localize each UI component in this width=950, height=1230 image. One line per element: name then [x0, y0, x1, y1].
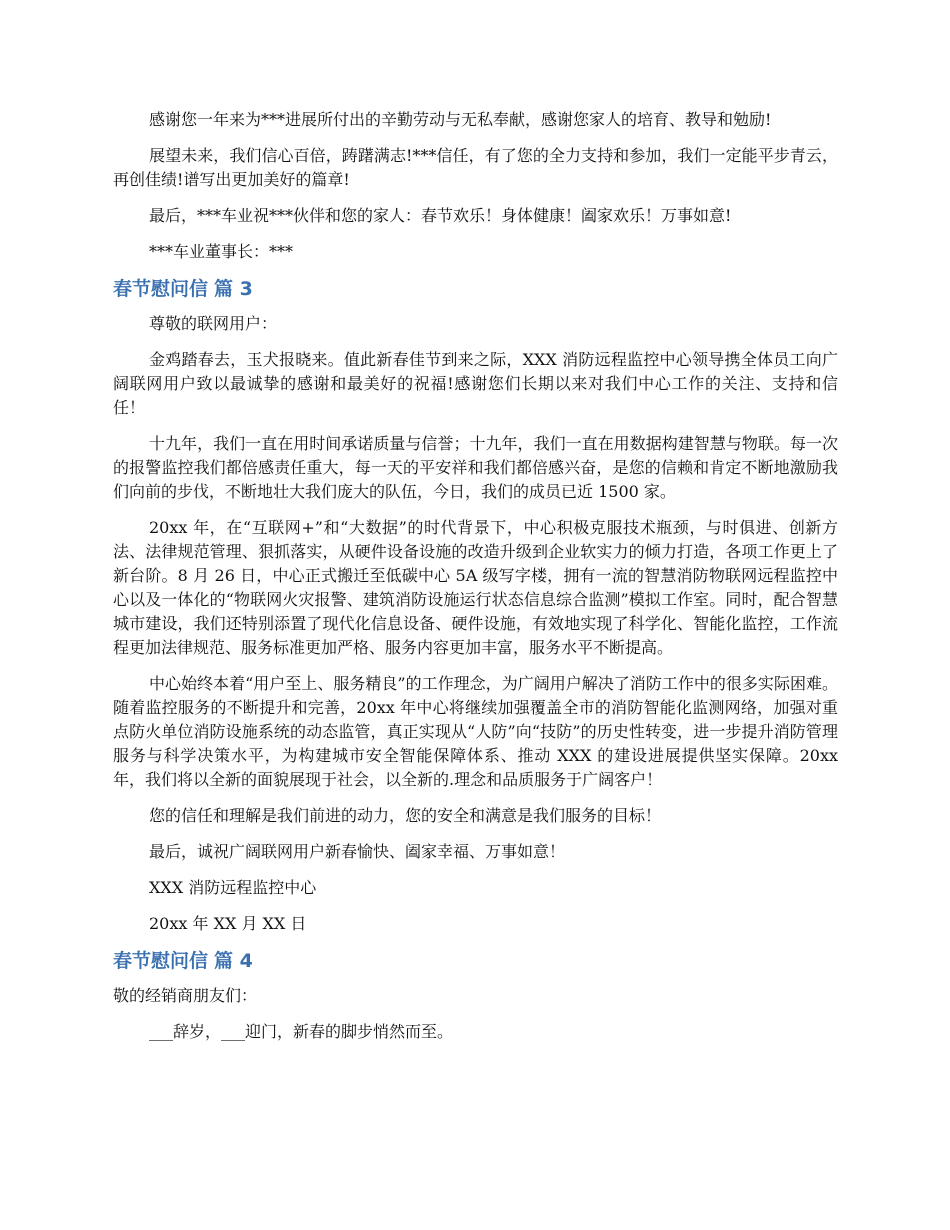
paragraph: 感谢您一年来为***进展所付出的辛勤劳动与无私奉献，感谢您家人的培育、教导和勉励!: [149, 110, 772, 129]
paragraph: 展望未来，我们信心百倍，踌躇满志!***信任，有了您的全力支持和参加，我们一定能平步青云，再创佳绩!谱写出更加美好的篇章!: [113, 146, 838, 189]
paragraph: ___辞岁，___迎门，新春的脚步悄然而至。: [149, 1022, 454, 1041]
section-heading-number: 篇 4: [214, 950, 253, 972]
section-heading-number: 篇 3: [214, 278, 253, 300]
sender-line: XXX 消防远程监控中心: [149, 878, 317, 897]
section-heading-3: [113, 276, 838, 302]
paragraph: 您的信任和理解是我们前进的动力，您的安全和满意是我们服务的目标！: [149, 806, 662, 825]
paragraph: 20xx 年，在“互联网+”和“大数据”的时代背景下，中心积极克服技术瓶颈，与时俱进、创新方法、法律规范管理、狠抓落实，从硬件设备设施的改造升级到企业软实力的倾力打造，各项工作更上了新台阶。8 月 26 日，中心正式搬迁至低碳中心 5A 级写字楼，拥有一流的智慧消防物联网远程监控中心以及一体化的“物联网火灾报警、建筑消防设施运行状态信息综合监测”模拟工作室。同时，配合智慧城市建设，我们还特别添置了现代化信息设备、硬件设施，有效地实现了科学化、智能化监控，工作流程更加法律规范、服务标准更加严格、服务内容更加丰富，服务水平不断提高。: [113, 518, 838, 657]
signature-line: ***车业董事长：***: [149, 242, 294, 261]
date-line: 20xx 年 XX 月 XX 日: [149, 914, 307, 933]
section-heading-title: 春节慰问信: [113, 278, 209, 300]
paragraph: 最后，***车业祝***伙伴和您的家人：春节欢乐！身体健康！阖家欢乐！万事如意!: [149, 206, 732, 225]
paragraph: 最后，诚祝广阔联网用户新春愉快、阖家幸福、万事如意！: [149, 842, 566, 861]
document-page: [113, 108, 838, 1056]
paragraph: 金鸡踏春去，玉犬报晓来。值此新春佳节到来之际，XXX 消防远程监控中心领导携全体员工向广阔联网用户致以最诚挚的感谢和最美好的祝福!感谢您们长期以来对我们中心工作的关注、支持和信任！: [113, 350, 838, 417]
salutation: 尊敬的联网用户：: [149, 314, 278, 333]
section-heading-4: [113, 948, 838, 974]
paragraph: 中心始终本着“用户至上、服务精良”的工作理念，为广阔用户解决了消防工作中的很多实际困难。随着监控服务的不断提升和完善，20xx 年中心将继续加强覆盖全市的消防智能化监测网络，加强对重点防火单位消防设施系统的动态监管，真正实现从“人防”向“技防”的历史性转变，进一步提升消防管理服务与科学决策水平，为构建城市安全智能保障体系、推动 XXX 的建设进展提供坚实保障。20xx 年，我们将以全新的面貌展现于社会，以全新的.理念和品质服务于广阔客户！: [113, 674, 838, 789]
salutation: 敬的经销商朋友们：: [113, 986, 258, 1005]
paragraph: 十九年，我们一直在用时间承诺质量与信誉；十九年，我们一直在用数据构建智慧与物联。每一次的报警监控我们都倍感责任重大，每一天的平安祥和我们都倍感兴奋，是您的信赖和肯定不断地激励我们向前的步伐，不断地壮大我们庞大的队伍，今日，我们的成员已近 1500 家。: [113, 434, 838, 501]
section-heading-title: 春节慰问信: [113, 950, 209, 972]
